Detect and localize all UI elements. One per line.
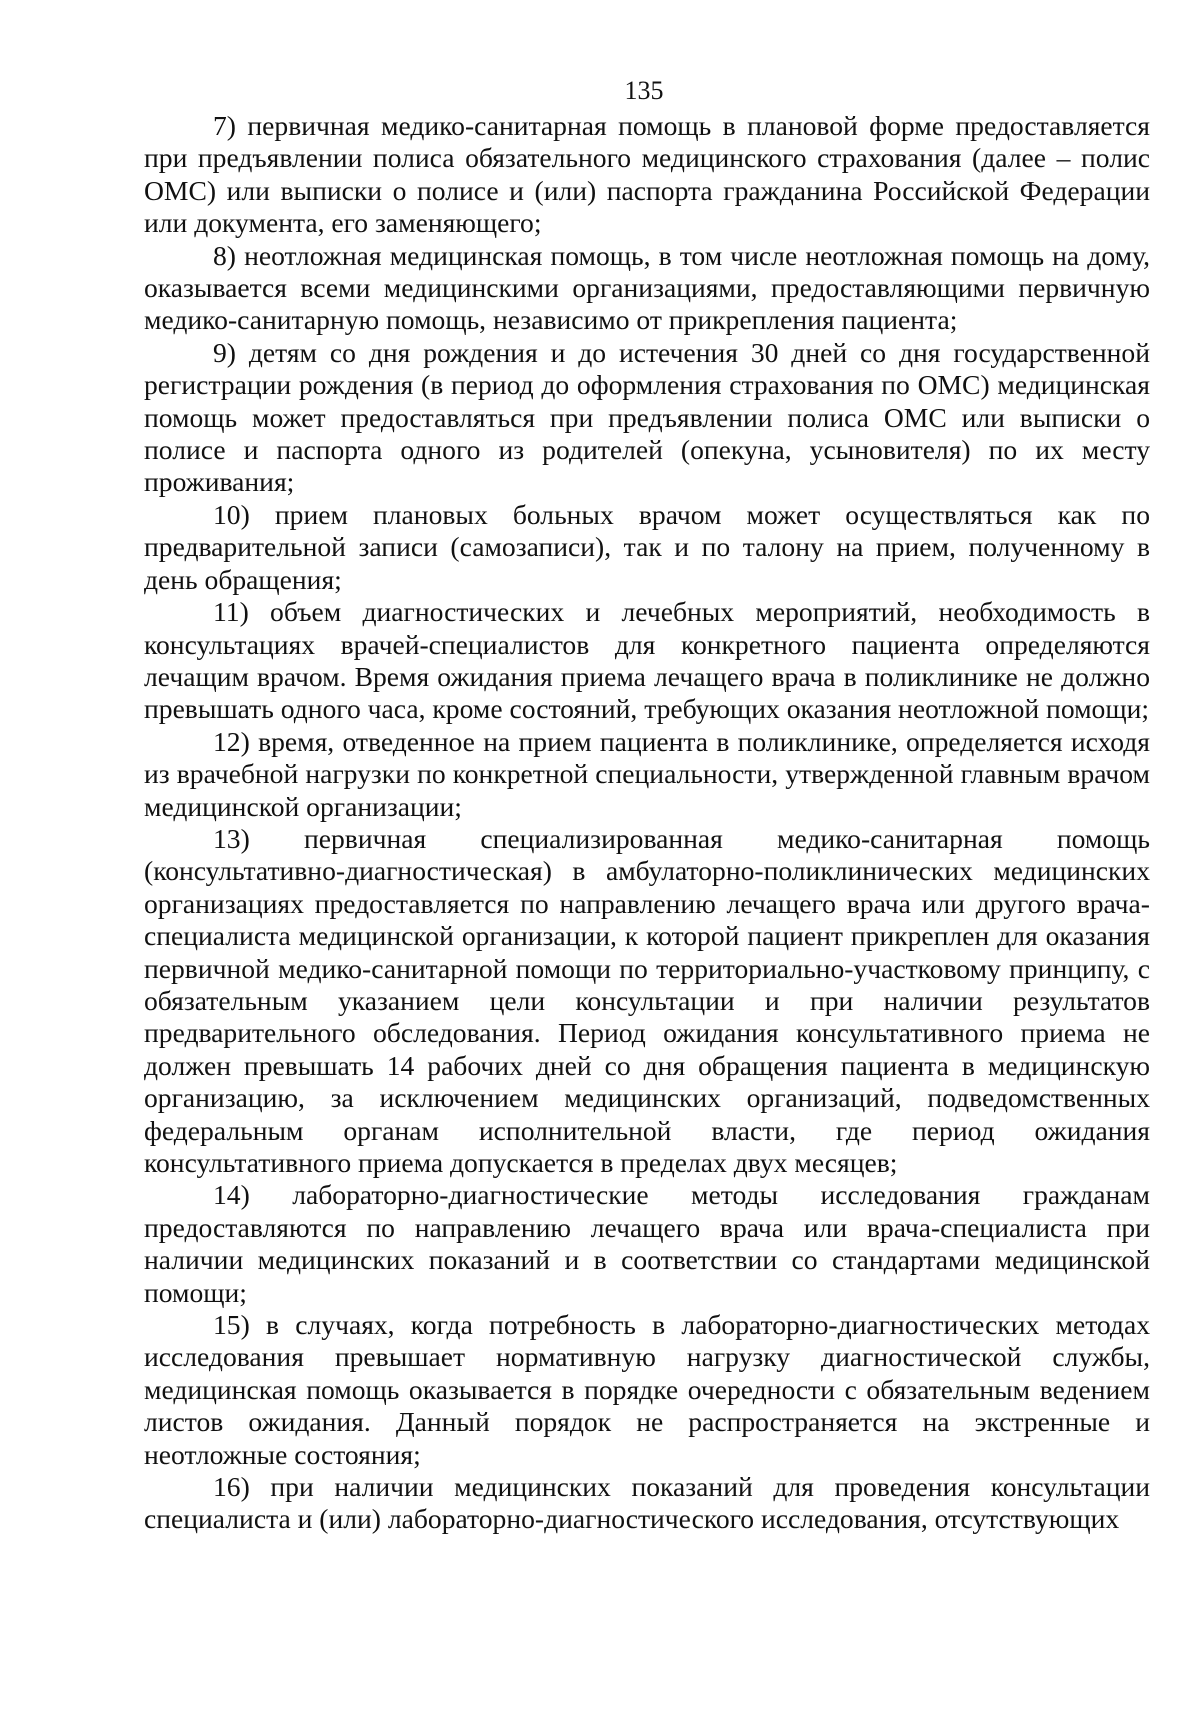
paragraph-item-15: 15) в случаях, когда потребность в лабораторно-диагностических методах исследования превышает нормативную нагрузку диагностической службы, медицинская помощь оказывается в порядке очередности с обязательным ведением листов ожидания. Данный порядок не распространяется на экстренные и неотложные состояния; [144, 1309, 1150, 1470]
paragraph-item-12: 12) время, отведенное на прием пациента в поликлинике, определяется исходя из врачебной нагрузки по конкретной специальности, утвержденной главным врачом медицинской организации; [144, 725, 1150, 822]
paragraph-item-9: 9) детям со дня рождения и до истечения 30 дней со дня государственной регистрации рождения (в период до оформления страхования по ОМС) медицинская помощь может предоставляться при предъявлении полиса ОМС или выписки о полисе и паспорта одного из родителей (опекуна, усыновителя) по их месту проживания; [144, 336, 1150, 498]
document-body [144, 110, 1150, 1536]
paragraph-item-7: 7) первичная медико-санитарная помощь в плановой форме предоставляется при предъявлении полиса обязательного медицинского страхования (далее – полис ОМС) или выписки о полисе и (или) паспорта гражданина Российской Федерации или документа, его заменяющего; [144, 110, 1150, 239]
paragraph-item-14: 14) лабораторно-диагностические методы исследования гражданам предоставляются по направлению лечащего врача или врача-специалиста при наличии медицинских показаний и в соответствии со стандартами медицинской помощи; [144, 1179, 1150, 1308]
paragraph-item-11: 11) объем диагностических и лечебных мероприятий, необходимость в консультациях врачей-специалистов для конкретного пациента определяются лечащим врачом. Время ожидания приема лечащего врача в поликлинике не должно превышать одного часа, кроме состояний, требующих оказания неотложной помощи; [144, 596, 1150, 725]
paragraph-item-10: 10) прием плановых больных врачом может осуществляться как по предварительной записи (самозаписи), так и по талону на прием, полученному в день обращения; [144, 498, 1150, 595]
page-number: 135 [624, 76, 664, 105]
paragraph-item-8: 8) неотложная медицинская помощь, в том числе неотложная помощь на дому, оказывается всеми медицинскими организациями, предоставляющими первичную медико-санитарную помощь, независимо от прикрепления пациента; [144, 239, 1150, 336]
paragraph-item-16: 16) при наличии медицинских показаний для проведения консультации специалиста и (или) лабораторно-диагностического исследования, отсутствующих [144, 1471, 1150, 1535]
paragraph-item-13: 13) первичная специализированная медико-санитарная помощь (консультативно-диагностическая) в амбулаторно-поликлинических медицинских организациях предоставляется по направлению лечащего врача или другого врача-специалиста медицинской организации, к которой пациент прикреплен для оказания первичной медико-санитарной помощи по территориально-участковому принципу, с обязательным указанием цели консультации и при наличии результатов предварительного обследования. Период ожидания консультативного приема не должен превышать 14 рабочих дней со дня обращения пациента в медицинскую организацию, за исключением медицинских организаций, подведомственных федеральным органам исполнительной власти, где период ожидания консультативного приема допускается в пределах двух месяцев; [144, 822, 1150, 1178]
